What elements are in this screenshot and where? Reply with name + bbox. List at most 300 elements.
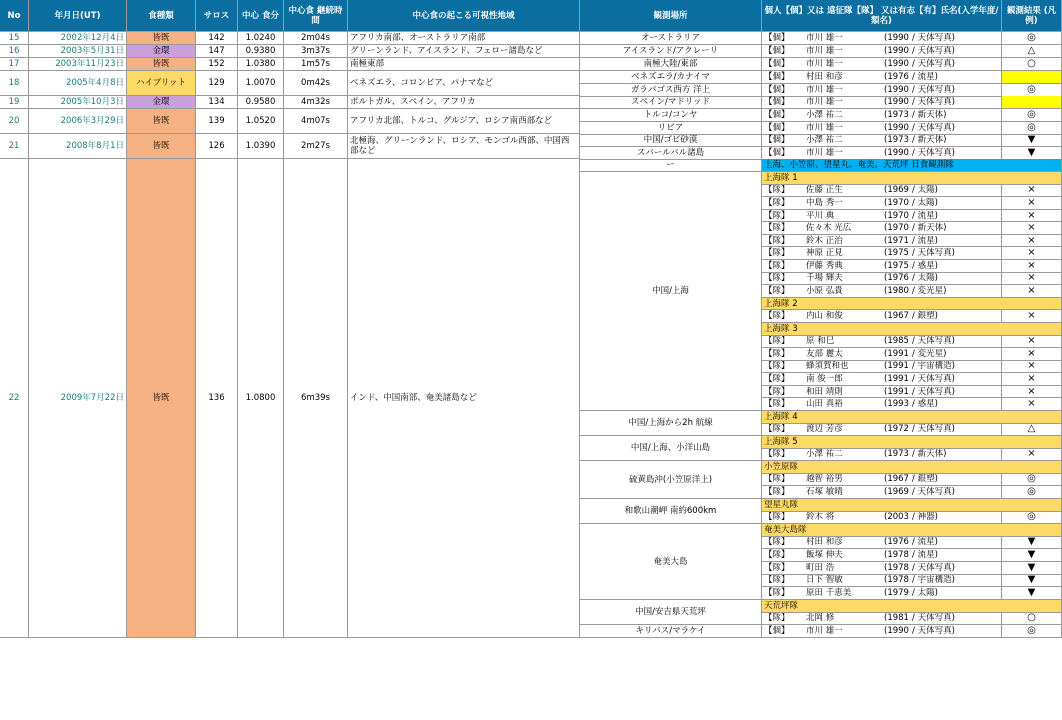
observer-name: 日下 智敏 [806,575,843,586]
observer-name: 小澤 祐二 [806,135,843,145]
team-label: 上海隊 1 [762,172,1062,185]
row-saros: 147 [196,45,238,58]
observer-entry [762,575,1002,588]
observer-type: 【個】 [764,626,790,636]
header-observer[interactable]: 個人【個】又は 遠征隊【隊】 又は有志【有】氏名(入学年度/類名) [762,0,1002,32]
observer-class: / 宇宙構造) [912,361,955,372]
result-symbol: × [1002,361,1062,374]
result-symbol: △ [1002,424,1062,437]
observer-entry [762,58,1002,71]
observer-class: / 新天体) [912,110,947,120]
observer-type: 【隊】 [764,336,790,347]
observer-name: 市川 雄一 [806,46,843,56]
observer-year: (1967 [884,474,909,485]
row-date: 2003年11月23日 [29,58,127,71]
observer-name: 市川 雄一 [806,626,843,636]
row-saros: 126 [196,134,238,159]
observer-year: (1973 [884,449,909,460]
team-label: 上海隊 2 [762,298,1062,311]
header-gamma[interactable]: 中心 食分 [238,0,284,32]
result-symbol: ▼ [1002,587,1062,600]
observer-class: / 天体写真) [912,123,955,133]
observer-year: (1991 [884,386,909,397]
observer-class: / 銀塑) [912,311,938,322]
eclipse-type-badge: 皆既 [127,32,196,45]
observer-type: 【隊】 [764,285,790,296]
observer-class: / 天体写真) [912,613,955,624]
row-saros: 134 [196,96,238,109]
result-symbol: × [1002,348,1062,361]
observer-year: (1991 [884,348,909,359]
observer-class: / 天体写真) [912,33,955,43]
observer-name: 市川 雄一 [806,148,843,158]
observation-location: 中国/ゴビ砂漠 [580,134,762,147]
row-gamma: 1.0070 [238,71,284,96]
result-symbol: ◎ [1002,474,1062,487]
observer-year: (1972 [884,424,909,435]
result-symbol: × [1002,310,1062,323]
observer-name: 鈴木 正治 [806,235,843,246]
observer-type: 【隊】 [764,562,790,573]
result-symbol: × [1002,260,1062,273]
result-symbol: × [1002,210,1062,223]
observer-year: (1990 [884,85,909,95]
observer-type: 【隊】 [764,273,790,284]
result-symbol: ◎ [1002,109,1062,122]
observer-type: 【隊】 [764,487,790,498]
header-location[interactable]: 観測場所 [580,0,762,32]
observer-type: 【隊】 [764,348,790,359]
observer-year: (1969 [884,185,909,196]
observer-class: / 太陽) [912,185,938,196]
observer-entry [762,512,1002,525]
observer-name: 山田 真裕 [806,399,843,410]
observer-type: 【隊】 [764,399,790,410]
eclipse-type-badge: 皆既 [127,159,196,638]
result-symbol: △ [1002,45,1062,58]
observer-class: / 惑星) [912,399,938,410]
observer-year: (1990 [884,148,909,158]
observation-location: スペイン/マドリッド [580,96,762,109]
observer-class: / 流星) [912,537,938,548]
eclipse-type-badge: 金環 [127,96,196,109]
observer-name: 小原 弘貴 [806,285,843,296]
row-no: 20 [0,109,29,134]
eclipse-type-badge: 皆既 [127,58,196,71]
observer-year: (1969 [884,487,909,498]
observer-class: / 宇宙構造) [912,575,955,586]
result-symbol: ▼ [1002,562,1062,575]
observer-class: / 天体写真) [912,85,955,95]
observer-year: (1990 [884,97,909,107]
row-no: 18 [0,71,29,96]
observer-class: / 新天体) [912,449,947,460]
observation-location: キリバス/マラケイ [580,625,762,638]
observer-entry [762,235,1002,248]
observer-type: 【個】 [764,59,790,69]
row-gamma: 0.9380 [238,45,284,58]
observer-class: / 天体写真) [912,148,955,158]
observer-type: 【個】 [764,33,790,43]
observer-class: / 変光星) [912,285,947,296]
observer-year: (1976 [884,273,909,284]
result-symbol: ▼ [1002,537,1062,550]
observer-year: (1991 [884,361,909,372]
observer-class: / 太陽) [912,197,938,208]
observer-year: (1978 [884,575,909,586]
observer-name: 市川 雄一 [806,85,843,95]
row-gamma: 1.0380 [238,58,284,71]
observation-location: リビア [580,122,762,135]
team-label: 望星丸隊 [762,499,1062,512]
observer-name: 伊藤 秀典 [806,260,843,271]
observer-entry [762,310,1002,323]
observer-name: 村田 和彦 [806,72,843,82]
row-no: 22 [0,159,29,638]
result-symbol: × [1002,235,1062,248]
observer-name: 佐々木 光広 [806,223,852,234]
result-symbol: ▼ [1002,134,1062,147]
observer-type: 【隊】 [764,512,790,523]
result-symbol [1002,96,1062,109]
result-symbol: × [1002,185,1062,198]
observer-entry [762,625,1002,638]
observer-entry [762,398,1002,411]
observer-entry [762,185,1002,198]
observer-class: / 天体写真) [912,59,955,69]
observer-name: 中島 秀一 [806,197,843,208]
row-regions: グリーンランド、アイスランド、フェロー諸島など [348,45,580,58]
header-regions[interactable]: 中心食の起こる可視性地域 [348,0,580,32]
observer-year: (1990 [884,33,909,43]
observer-class: / 変光星) [912,348,947,359]
observer-type: 【隊】 [764,210,790,221]
observer-type: 【隊】 [764,260,790,271]
observer-entry [762,45,1002,58]
observer-class: / 流星) [912,550,938,561]
result-symbol: ▼ [1002,549,1062,562]
observation-location: 南極大陸/東部 [580,58,762,71]
observer-name: 石塚 敏晴 [806,487,843,498]
observer-class: / 新天体) [912,135,947,145]
observer-type: 【隊】 [764,223,790,234]
result-symbol: × [1002,386,1062,399]
observer-year: (1976 [884,537,909,548]
observer-name: 蜂須賀和也 [806,361,849,372]
observer-entry [762,336,1002,349]
observer-type: 【隊】 [764,537,790,548]
observer-type: 【隊】 [764,185,790,196]
observer-type: 【隊】 [764,575,790,586]
observation-location: 硫黄島沖(小笠原洋上) [580,461,762,499]
result-symbol: × [1002,449,1062,462]
observer-type: 【隊】 [764,311,790,322]
header-no[interactable]: No [0,0,29,32]
observer-class: / 銀塑) [912,474,938,485]
observer-name: 平川 典 [806,210,835,221]
row-gamma: 1.0520 [238,109,284,134]
row-gamma: 0.9580 [238,96,284,109]
observer-name: 小澤 祐二 [806,110,843,120]
observer-year: (2003 [884,512,909,523]
result-symbol: ▼ [1002,147,1062,160]
observer-class: / 太陽) [912,273,938,284]
result-symbol: × [1002,273,1062,286]
observer-name: 内山 和俊 [806,311,843,322]
observer-name: 越智 裕男 [806,474,843,485]
result-symbol: × [1002,197,1062,210]
team-label: 上海隊 4 [762,411,1062,424]
row-regions: ポルトガル、スペイン、アフリカ [348,96,580,109]
observer-class: / 天体写真) [912,424,955,435]
observer-year: (1970 [884,223,909,234]
observer-entry [762,285,1002,298]
team-label: 天荒坪隊 [762,600,1062,613]
observer-year: (1979 [884,588,909,599]
result-symbol: × [1002,222,1062,235]
observation-location: 和歌山潮岬 南約600km [580,499,762,524]
row-no: 16 [0,45,29,58]
team-label: 奄美大島隊 [762,524,1062,537]
observer-year: (1991 [884,374,909,385]
observer-type: 【隊】 [764,613,790,624]
result-symbol: ◎ [1002,84,1062,97]
team-label: 小笠原隊 [762,461,1062,474]
eclipse-type-badge: 金環 [127,45,196,58]
result-symbol: ▼ [1002,575,1062,588]
observer-entry [762,348,1002,361]
observer-year: (1981 [884,613,909,624]
row-regions: アフリカ南部、オーストラリア南部 [348,32,580,45]
observer-entry [762,549,1002,562]
header-saros[interactable]: サロス [196,0,238,32]
observer-class: / 天体写真) [912,46,955,56]
result-symbol: ◎ [1002,122,1062,135]
observer-class: / 天体写真) [912,487,955,498]
result-symbol: ◎ [1002,486,1062,499]
row-date: 2006年3月29日 [29,109,127,134]
observer-type: 【隊】 [764,386,790,397]
observation-location: 中国/上海から2h 航線 [580,411,762,436]
observer-entry [762,260,1002,273]
row-date: 2009年7月22日 [29,159,127,638]
observer-entry [762,134,1002,147]
observer-entry [762,361,1002,374]
observer-class: / 惑星) [912,260,938,271]
observer-name: 神原 正見 [806,248,843,259]
observer-type: 【個】 [764,46,790,56]
observer-class: / 新天体) [912,223,947,234]
observer-name: 町田 浩 [806,562,835,573]
observer-class: / 天体写真) [912,97,955,107]
result-symbol [1002,71,1062,84]
observer-entry [762,587,1002,600]
observer-year: (1990 [884,626,909,636]
observer-entry [762,71,1002,84]
observer-class: / 神器) [912,512,938,523]
observer-entry [762,373,1002,386]
observer-name: 市川 雄一 [806,59,843,69]
observation-location: 中国/上海 [580,172,762,411]
observer-type: 【隊】 [764,424,790,435]
observer-name: 佐藤 正生 [806,185,843,196]
observer-name: 北岡 修 [806,613,835,624]
row-date: 2005年4月8日 [29,71,127,96]
observer-entry [762,32,1002,45]
row-regions: インド、中国南部、奄美諸島など [348,159,580,638]
observer-class: / 天体写真) [912,336,955,347]
observer-year: (1970 [884,210,909,221]
observer-name: 小澤 祐二 [806,449,843,460]
observer-entry [762,273,1002,286]
observation-location: ベネズエラ/カナイマ [580,71,762,84]
observer-type: 【個】 [764,123,790,133]
observer-class: / 天体写真) [912,562,955,573]
observer-class: / 流星) [912,235,938,246]
observer-year: (1975 [884,260,909,271]
observer-year: (1973 [884,135,909,145]
observer-entry [762,613,1002,626]
row-saros: 142 [196,32,238,45]
observer-entry [762,247,1002,260]
row-gamma: 1.0240 [238,32,284,45]
observer-name: 市川 雄一 [806,97,843,107]
observer-year: (1980 [884,285,909,296]
observer-type: 【隊】 [764,374,790,385]
observer-name: 鈴木 将 [806,512,835,523]
eclipse-type-badge: ハイブリット [127,71,196,96]
observer-type: 【隊】 [764,449,790,460]
observer-name: 飯塚 伸夫 [806,550,843,561]
observer-year: (1970 [884,197,909,208]
observer-type: 【隊】 [764,248,790,259]
row-date: 2003年5月31日 [29,45,127,58]
row-saros: 136 [196,159,238,638]
row-duration: 4m32s [284,96,348,109]
observer-type: 【個】 [764,110,790,120]
result-symbol: ◎ [1002,512,1062,525]
observer-name: 原 和巳 [806,336,835,347]
team-label: 上海隊 5 [762,436,1062,449]
header-date[interactable]: 年月日(UT) [29,0,127,32]
observer-entry [762,424,1002,437]
row-regions: ベネズエラ、コロンビア、パナマなど [348,71,580,96]
observer-name: 市川 雄一 [806,33,843,43]
observer-year: (1978 [884,562,909,573]
team-label: 上海隊 3 [762,323,1062,336]
observer-year: (1993 [884,399,909,410]
observer-entry [762,562,1002,575]
row-duration: 3m37s [284,45,348,58]
observation-location: スバールバル諸島 [580,147,762,160]
row-saros: 152 [196,58,238,71]
observer-entry [762,210,1002,223]
observer-name: 千場 輝夫 [806,273,843,284]
observer-year: (1990 [884,123,909,133]
observer-type: 【隊】 [764,235,790,246]
observer-year: (1973 [884,110,909,120]
result-symbol: × [1002,373,1062,386]
observer-year: (1978 [884,550,909,561]
observer-type: 【隊】 [764,474,790,485]
result-symbol: ◎ [1002,32,1062,45]
observer-year: (1971 [884,235,909,246]
row-duration: 4m07s [284,109,348,134]
observer-name: 友部 麗太 [806,348,843,359]
observer-name: 渡辺 芳彦 [806,424,843,435]
observer-class: / 太陽) [912,588,938,599]
result-symbol: × [1002,336,1062,349]
observer-name: 市川 雄一 [806,123,843,133]
row-gamma: 1.0800 [238,159,284,638]
row-regions: 南極東部 [348,58,580,71]
observer-type: 【個】 [764,85,790,95]
observer-class: / 天体写真) [912,386,955,397]
row-saros: 129 [196,71,238,96]
observer-name: 和田 靖則 [806,386,843,397]
observer-type: 【個】 [764,148,790,158]
eclipse-type-badge: 皆既 [127,109,196,134]
observer-type: 【個】 [764,135,790,145]
expedition-header: 上海、小笠原、望星丸、奄美、天荒坪 日食観測隊 [762,159,1062,172]
header-type[interactable]: 食種類 [127,0,196,32]
row-saros: 139 [196,109,238,134]
observer-type: 【個】 [764,72,790,82]
observer-class: / 天体写真) [912,374,955,385]
observer-year: (1985 [884,336,909,347]
row-duration: 1m57s [284,58,348,71]
observer-class: / 流星) [912,72,938,82]
header-duration[interactable]: 中心食 継続時間 [284,0,348,32]
result-symbol: × [1002,398,1062,411]
observer-name: 原田 千恵美 [806,588,852,599]
observer-year: (1990 [884,59,909,69]
observer-year: (1976 [884,72,909,82]
row-duration: 2m04s [284,32,348,45]
header-result[interactable]: 観測結果 (凡例) [1002,0,1062,32]
observation-location: オーストラリア [580,32,762,45]
observer-class: / 流星) [912,210,938,221]
row-duration: 0m42s [284,71,348,96]
observation-location: 中国/上海、小洋山島 [580,436,762,461]
observation-location: 奄美大島 [580,524,762,600]
row-date: 2002年12月4日 [29,32,127,45]
row-date: 2008年8月1日 [29,134,127,159]
observation-location: ー [580,159,762,172]
observer-entry [762,222,1002,235]
row-regions: 北極海、グリーンランド、ロシア、モンゴル西部、中国西部など [348,134,580,159]
row-no: 19 [0,96,29,109]
observer-type: 【隊】 [764,550,790,561]
eclipse-type-badge: 皆既 [127,134,196,159]
observer-name: 南 俊一郎 [806,374,843,385]
row-gamma: 1.0390 [238,134,284,159]
observer-entry [762,96,1002,109]
observer-type: 【個】 [764,97,790,107]
observation-location: ガラパゴス西方 洋上 [580,84,762,97]
observer-entry [762,537,1002,550]
observer-entry [762,197,1002,210]
observation-location: アイスランド/アクレーリ [580,45,762,58]
observer-year: (1975 [884,248,909,259]
observer-entry [762,474,1002,487]
observer-type: 【隊】 [764,197,790,208]
result-symbol: ◎ [1002,625,1062,638]
observer-type: 【隊】 [764,361,790,372]
row-no: 15 [0,32,29,45]
observer-entry [762,449,1002,462]
row-no: 21 [0,134,29,159]
